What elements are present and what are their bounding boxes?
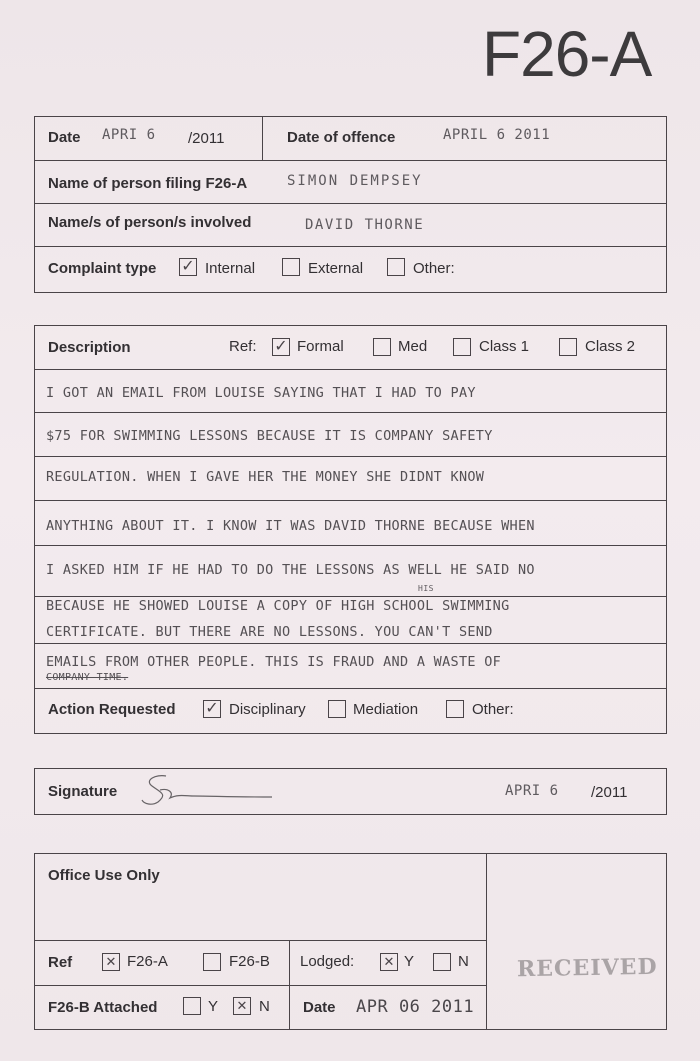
lodged-no-label: N	[458, 953, 469, 970]
date-value[interactable]: APRI 6	[102, 127, 156, 143]
ref-f26a-checkbox[interactable]: ✕	[102, 953, 120, 971]
internal-checkbox[interactable]: ✓	[179, 258, 197, 276]
description-line[interactable]: I GOT AN EMAIL FROM LOUISE SAYING THAT I HAD TO PAY	[46, 385, 476, 401]
external-checkbox[interactable]	[282, 258, 300, 276]
signature-label: Signature	[48, 783, 118, 800]
date-year: /2011	[188, 130, 225, 147]
involved-value[interactable]: DAVID THORNE	[305, 217, 425, 233]
mediation-checkbox[interactable]	[328, 700, 346, 718]
action-other-checkbox[interactable]	[446, 700, 464, 718]
description-line[interactable]: BECAUSE HE SHOWED LOUISE A COPY OF HIGH SCHOOL SWIMMING	[46, 598, 510, 614]
class2-checkbox[interactable]	[559, 338, 577, 356]
disciplinary-checkbox[interactable]: ✓	[203, 700, 221, 718]
signature-scribble[interactable]	[138, 770, 278, 814]
description-label: Description	[48, 339, 131, 356]
ref-label: Ref:	[229, 338, 257, 355]
description-line[interactable]: I ASKED HIM IF HE HAD TO DO THE LESSONS AS WELL HE SAID NO	[46, 562, 535, 578]
office-date-stamp: APR 06 2011	[356, 997, 475, 1017]
date-label: Date	[48, 129, 81, 146]
office-use-title: Office Use Only	[48, 867, 160, 884]
class2-label: Class 2	[585, 338, 636, 355]
attached-no-label: N	[259, 998, 270, 1015]
form-code-title: F26-A	[482, 18, 652, 90]
lodged-yes-label: Y	[404, 953, 415, 970]
action-requested-label: Action Requested	[48, 701, 176, 718]
offence-date-label: Date of offence	[287, 129, 396, 146]
lodged-no-checkbox[interactable]	[433, 953, 451, 971]
class1-label: Class 1	[479, 338, 530, 355]
ref-f26b-label: F26-B	[229, 953, 270, 970]
description-line[interactable]: EMAILS FROM OTHER PEOPLE. THIS IS FRAUD AND A WASTE OF	[46, 654, 502, 670]
med-checkbox[interactable]	[373, 338, 391, 356]
lodged-label: Lodged:	[300, 953, 355, 970]
description-line[interactable]: COMPANY TIME.	[46, 672, 129, 683]
office-ref-label: Ref	[48, 954, 73, 971]
attached-label: F26-B Attached	[48, 999, 158, 1016]
inserted-word: HIS	[418, 584, 434, 593]
ref-f26a-label: F26-A	[127, 953, 168, 970]
formal-checkbox[interactable]: ✓	[272, 338, 290, 356]
filer-value[interactable]: SIMON DEMPSEY	[287, 173, 423, 189]
internal-label: Internal	[205, 260, 256, 277]
filer-label: Name of person filing F26-A	[48, 175, 248, 192]
formal-label: Formal	[297, 338, 344, 355]
med-label: Med	[398, 338, 428, 355]
signature-section	[34, 768, 667, 815]
description-line[interactable]: ANYTHING ABOUT IT. I KNOW IT WAS DAVID THORNE BECAUSE WHEN	[46, 518, 535, 534]
signature-date-year: /2011	[591, 784, 628, 801]
ref-f26b-checkbox[interactable]	[203, 953, 221, 971]
description-line[interactable]: REGULATION. WHEN I GAVE HER THE MONEY SHE DIDNT KNOW	[46, 469, 485, 485]
class1-checkbox[interactable]	[453, 338, 471, 356]
office-date-label: Date	[303, 999, 336, 1016]
complaint-type-label: Complaint type	[48, 260, 157, 277]
complaint-other-checkbox[interactable]	[387, 258, 405, 276]
attached-yes-label: Y	[208, 998, 219, 1015]
external-label: External	[308, 260, 364, 277]
attached-yes-checkbox[interactable]	[183, 997, 201, 1015]
attached-no-checkbox[interactable]: ✕	[233, 997, 251, 1015]
action-other-label: Other:	[472, 701, 514, 718]
description-line[interactable]: CERTIFICATE. BUT THERE ARE NO LESSONS. YOU CAN'T SEND	[46, 624, 493, 640]
received-stamp: RECEIVED	[516, 953, 658, 983]
complaint-other-label: Other:	[413, 260, 455, 277]
signature-date-value[interactable]: APRI 6	[505, 783, 559, 799]
offence-date-value[interactable]: APRIL 6 2011	[443, 127, 551, 143]
mediation-label: Mediation	[353, 701, 419, 718]
involved-label: Name/s of person/s involved	[48, 214, 252, 231]
lodged-yes-checkbox[interactable]: ✕	[380, 953, 398, 971]
disciplinary-label: Disciplinary	[229, 701, 306, 718]
description-line[interactable]: $75 FOR SWIMMING LESSONS BECAUSE IT IS COMPANY SAFETY	[46, 428, 493, 444]
